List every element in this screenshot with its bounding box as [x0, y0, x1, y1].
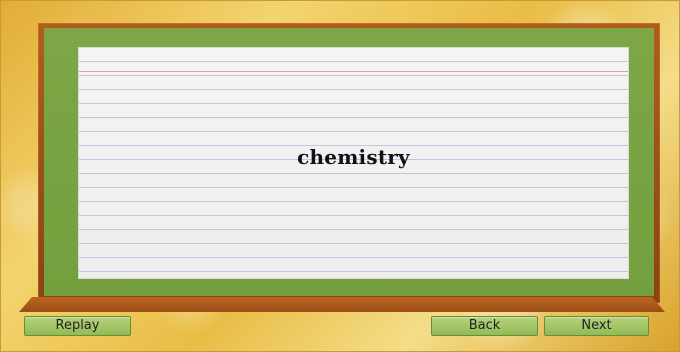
flashcard-word: chemistry: [297, 145, 410, 169]
next-button[interactable]: Next: [544, 316, 649, 336]
board-shelf: [19, 297, 665, 312]
card-header-rule: [79, 71, 628, 72]
board-panel: [44, 28, 654, 296]
flashcard: [78, 47, 629, 279]
board-frame: [38, 23, 660, 303]
back-button[interactable]: Back: [431, 316, 538, 336]
replay-button[interactable]: Replay: [24, 316, 131, 336]
